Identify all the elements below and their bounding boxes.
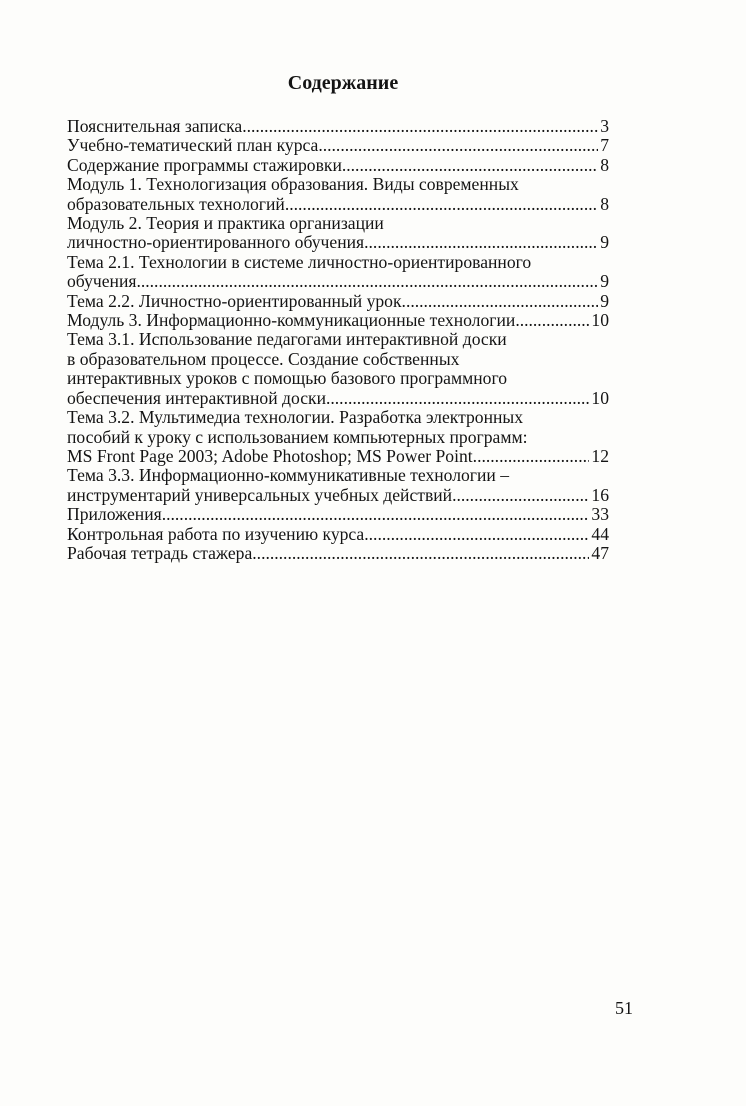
toc-entry-page: 47 <box>591 543 609 563</box>
toc-entry-line <box>67 136 609 155</box>
toc-entry-text: Тема 3.2. Мультимедиа технологии. Разработка электронных <box>67 408 524 428</box>
toc-entry-text: Модуль 3. Информационно-коммуникационные технологии <box>67 311 516 331</box>
dot-leader <box>364 525 589 544</box>
toc-entry-line <box>67 525 609 544</box>
toc-entry-line <box>67 330 609 349</box>
dot-leader <box>136 272 598 291</box>
toc-entry <box>67 525 609 544</box>
toc-entry-text: инструментарий универсальных учебных действий. <box>67 485 457 505</box>
toc-entry-line <box>67 156 609 175</box>
table-of-contents <box>67 117 609 563</box>
toc-entry-line <box>67 486 609 505</box>
toc-entry <box>67 117 609 136</box>
toc-entry-line <box>67 117 609 136</box>
toc-entry-text: Тема 2.2. Личностно-ориентированный урок. <box>67 291 406 311</box>
toc-entry-line <box>67 195 609 214</box>
toc-entry <box>67 311 609 330</box>
toc-entry-text: образовательных технологий. <box>67 194 290 214</box>
toc-entry-text: Пояснительная записка <box>67 117 243 136</box>
toc-entry <box>67 253 609 292</box>
toc-entry-line <box>67 544 609 563</box>
toc-entry-line <box>67 505 609 524</box>
toc-entry-page: 8 <box>600 194 609 214</box>
toc-entry-line <box>67 292 609 311</box>
toc-entry-line <box>67 389 609 408</box>
toc-entry-text: в образовательном процессе. Создание собственных <box>67 349 460 369</box>
toc-entry-line <box>67 311 609 330</box>
toc-entry-line <box>67 253 609 272</box>
dot-leader <box>456 486 589 505</box>
toc-entry-page: 3 <box>600 117 609 136</box>
toc-entry-text: MS Front Page 2003; Adobe Photoshop; MS Power Point. <box>67 446 478 466</box>
toc-entry-line <box>67 214 609 233</box>
toc-entry-text: Контрольная работа по изучению курса <box>67 524 365 544</box>
toc-entry-page: 9 <box>600 272 609 292</box>
dot-leader <box>342 156 598 175</box>
dot-leader <box>162 505 590 524</box>
dot-leader <box>289 195 598 214</box>
dot-leader <box>252 544 589 563</box>
toc-entry <box>67 505 609 524</box>
toc-entry <box>67 175 609 214</box>
toc-entry <box>67 466 609 505</box>
toc-entry-text: Содержание программы стажировки <box>67 155 342 175</box>
toc-entry-text: личностно-ориентированного обучения <box>67 233 365 253</box>
dot-leader <box>326 389 589 408</box>
toc-entry-line <box>67 447 609 466</box>
toc-entry-line <box>67 408 609 427</box>
toc-entry-line <box>67 428 609 447</box>
page-number: 51 <box>615 998 633 1018</box>
toc-entry-text: Тема 3.1. Использование педагогами интерактивной доски <box>67 330 507 350</box>
dot-leader <box>364 233 598 252</box>
toc-entry-text: пособий к уроку с использованием компьютерных программ: <box>67 427 528 447</box>
toc-entry-text: Модуль 2. Теория и практика организации <box>67 214 384 234</box>
toc-entry <box>67 214 609 253</box>
toc-entry-page: 16 <box>591 485 609 505</box>
dot-leader <box>477 447 589 466</box>
toc-entry-text: Учебно-тематический план курса <box>67 136 319 156</box>
toc-entry-line <box>67 369 609 388</box>
dot-leader <box>242 117 598 136</box>
toc-entry-text: Тема 2.1. Технологии в системе личностно-ориентированного <box>67 252 532 272</box>
toc-entry <box>67 136 609 155</box>
toc-entry <box>67 544 609 563</box>
toc-entry <box>67 292 609 311</box>
toc-entry-line <box>67 175 609 194</box>
toc-entry-text: интерактивных уроков с помощью базового программного <box>67 369 508 389</box>
toc-entry-page: 44 <box>591 524 609 544</box>
dot-leader <box>406 292 598 311</box>
toc-entry-text: обеспечения интерактивной доски <box>67 388 326 408</box>
toc-entry-page: 7 <box>600 136 609 156</box>
toc-entry-page: 10 <box>591 388 609 408</box>
toc-entry-page: 8 <box>600 155 609 175</box>
toc-entry-text: Рабочая тетрадь стажера <box>67 543 253 563</box>
toc-entry-line <box>67 466 609 485</box>
toc-entry <box>67 156 609 175</box>
toc-entry-page: 9 <box>600 233 609 253</box>
toc-entry-text: Тема 3.3. Информационно-коммуникативные технологии – <box>67 466 510 486</box>
dot-leader <box>318 136 598 155</box>
toc-entry-text: Модуль 1. Технологизация образования. Виды современных <box>67 175 519 195</box>
toc-entry <box>67 330 609 408</box>
toc-entry-line <box>67 350 609 369</box>
toc-entry <box>67 408 609 466</box>
toc-entry-line <box>67 233 609 252</box>
toc-entry-page: 12 <box>591 446 609 466</box>
page-title: Содержание <box>287 72 399 94</box>
toc-entry-page: 10 <box>591 311 609 331</box>
dot-leader <box>515 311 589 330</box>
toc-entry-text: обучения <box>67 272 137 292</box>
toc-entry-page: 9 <box>600 291 609 311</box>
toc-entry-text: Приложения <box>67 505 162 525</box>
toc-entry-line <box>67 272 609 291</box>
toc-entry-page: 33 <box>591 505 609 525</box>
